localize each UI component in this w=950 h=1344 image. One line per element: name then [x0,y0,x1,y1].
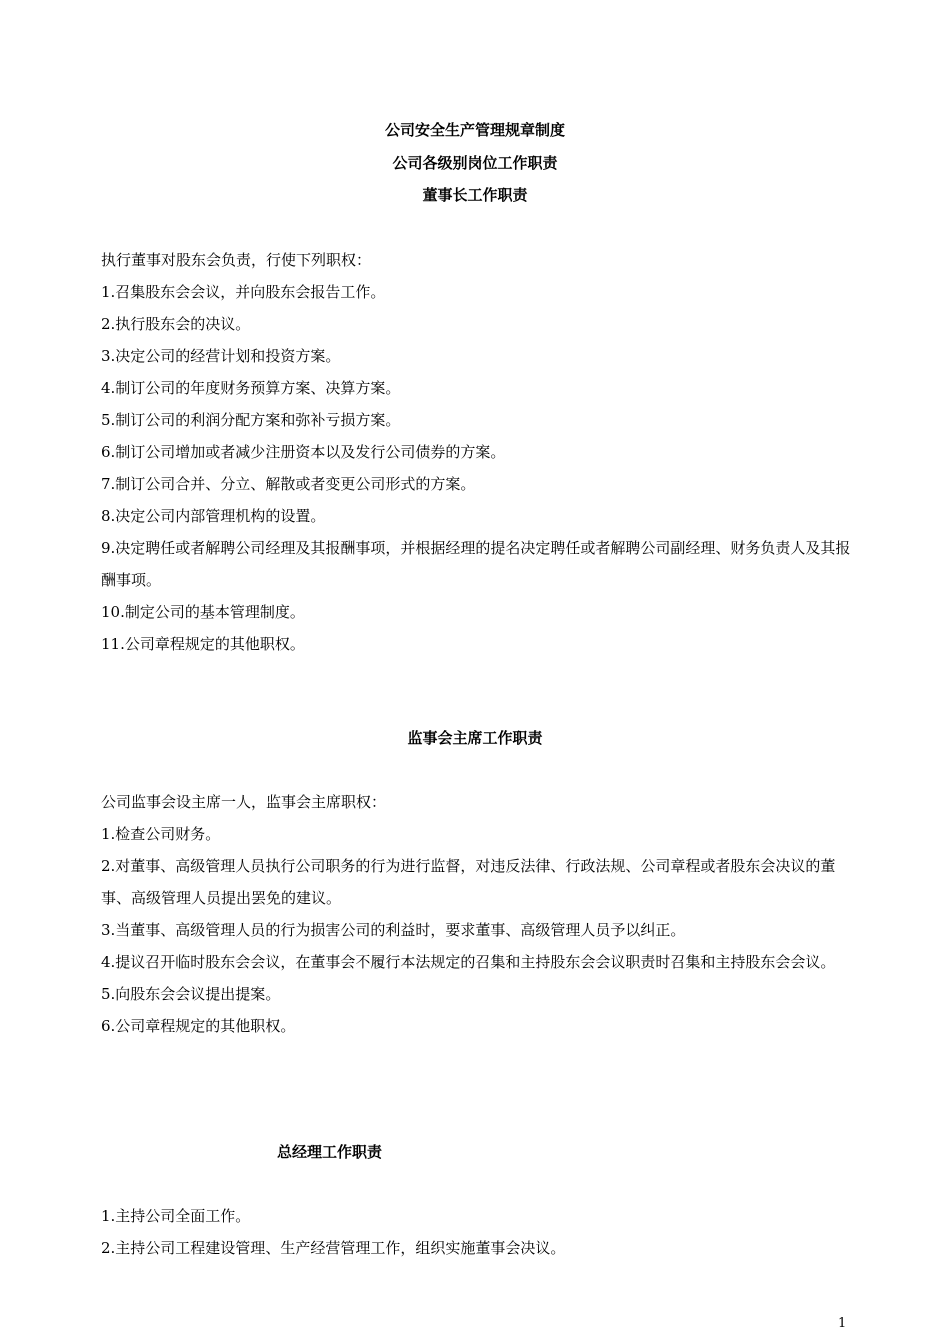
list-item: 2.主持公司工程建设管理、生产经营管理工作，组织实施董事会决议。 [101,1239,566,1257]
section-title-chairman: 董事长工作职责 [422,186,528,204]
list-item: 4.制订公司的年度财务预算方案、决算方案。 [101,379,401,397]
list-item: 1.召集股东会会议，并向股东会报告工作。 [101,283,386,301]
list-item: 9.决定聘任或者解聘公司经理及其报酬事项，并根据经理的提名决定聘任或者解聘公司副经理、财务负责人及其报酬事项。 [101,539,851,589]
list-item: 6.制订公司增加或者减少注册资本以及发行公司债券的方案。 [101,443,506,461]
page-number: 1 [838,1316,847,1331]
list-item: 11.公司章程规定的其他职权。 [101,635,305,653]
list-item: 4.提议召开临时股东会会议，在董事会不履行本法规定的召集和主持股东会会议职责时召集和主持股东会会议。 [101,953,836,971]
list-item: 2.对董事、高级管理人员执行公司职务的行为进行监督，对违反法律、行政法规、公司章程或者股东会决议的董事、高级管理人员提出罢免的建议。 [101,857,836,907]
document-title: 公司安全生产管理规章制度 [384,121,565,139]
list-item: 5.制订公司的利润分配方案和弥补亏损方案。 [101,411,401,429]
list-item: 5.向股东会会议提出提案。 [101,985,281,1003]
list-item: 10.制定公司的基本管理制度。 [101,603,305,621]
section-title-general-manager: 总经理工作职责 [277,1143,383,1161]
supervisor-intro: 公司监事会设主席一人，监事会主席职权： [101,793,387,811]
section-title-supervisor: 监事会主席工作职责 [407,729,543,747]
list-item: 8.决定公司内部管理机构的设置。 [101,507,326,525]
list-item: 1.主持公司全面工作。 [101,1207,251,1225]
general-manager-section [101,1200,851,1264]
list-item: 7.制订公司合并、分立、解散或者变更公司形式的方案。 [101,475,476,493]
list-item: 2.执行股东会的决议。 [101,315,251,333]
chairman-intro: 执行董事对股东会负责，行使下列职权： [101,251,372,269]
document-subtitle: 公司各级别岗位工作职责 [392,154,558,172]
supervisor-section [101,786,851,1042]
list-item: 1.检查公司财务。 [101,825,221,843]
list-item: 3.当董事、高级管理人员的行为损害公司的利益时，要求董事、高级管理人员予以纠正。 [101,921,686,939]
list-item: 6.公司章程规定的其他职权。 [101,1017,296,1035]
list-item: 3.决定公司的经营计划和投资方案。 [101,347,341,365]
chairman-section [101,244,851,660]
